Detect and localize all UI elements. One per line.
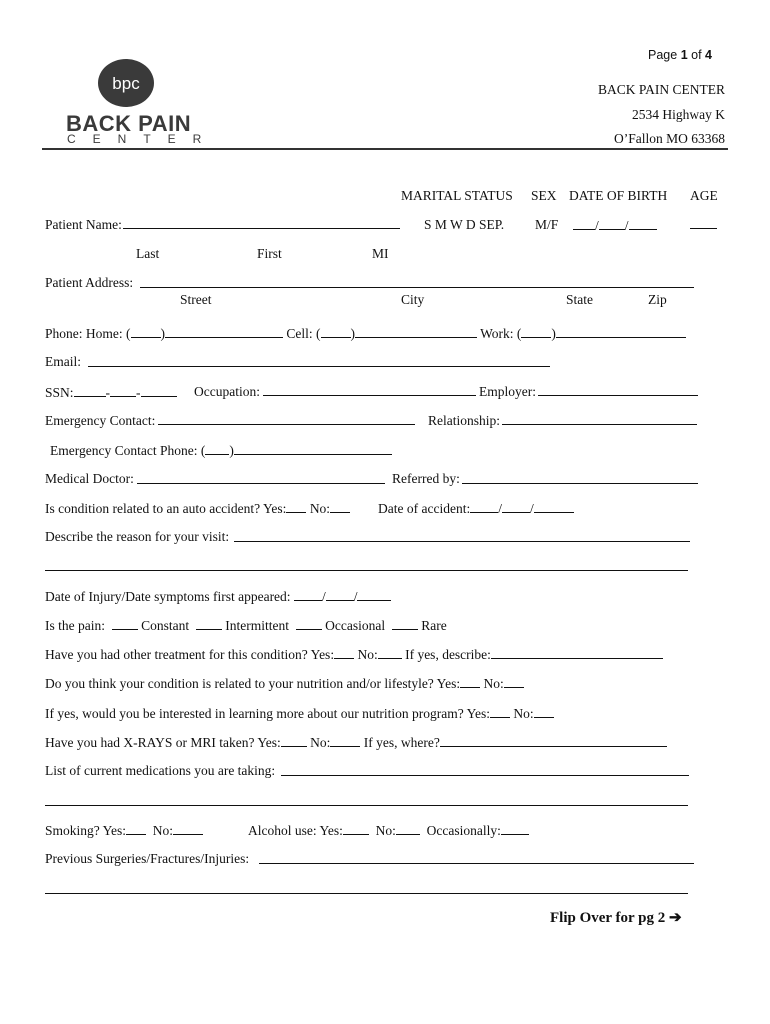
ssn-field-2[interactable] bbox=[110, 385, 136, 397]
program-no-field[interactable] bbox=[534, 706, 554, 718]
surgeries-label: Previous Surgeries/Fractures/Injuries: bbox=[45, 851, 250, 866]
auto-accident-question: Is condition related to an auto accident? Yes: bbox=[45, 501, 287, 516]
email-label: Email: bbox=[45, 354, 81, 369]
age-field[interactable] bbox=[690, 228, 717, 229]
ssn-row: SSN: - - bbox=[45, 385, 177, 400]
smoking-no-field[interactable] bbox=[173, 823, 203, 835]
program-yes-field[interactable] bbox=[490, 706, 510, 718]
relationship-field[interactable] bbox=[502, 424, 697, 425]
emergency-phone-label: Emergency Contact Phone: ( bbox=[50, 443, 206, 458]
xray-yes-field[interactable] bbox=[281, 735, 307, 747]
sub-street: Street bbox=[180, 292, 212, 307]
page-current: 1 bbox=[680, 48, 688, 62]
injury-date-row: Date of Injury/Date symptoms first appeared: / / bbox=[45, 589, 391, 604]
alcohol-yes-field[interactable] bbox=[343, 823, 369, 835]
work-area-field[interactable] bbox=[521, 326, 551, 338]
medications-label: List of current medications you are taking: bbox=[45, 763, 276, 778]
email-field[interactable] bbox=[88, 366, 550, 367]
occupation-field[interactable] bbox=[263, 395, 476, 396]
emergency-field[interactable] bbox=[158, 424, 415, 425]
sub-mi: MI bbox=[372, 246, 389, 261]
header-sex: SEX bbox=[531, 188, 557, 203]
pain-constant-label: Constant bbox=[141, 618, 190, 633]
smoking-label: Smoking? Yes: bbox=[45, 823, 127, 838]
accident-date-row: Date of accident: / / bbox=[378, 501, 574, 516]
clinic-city: O’Fallon MO 63368 bbox=[614, 131, 725, 146]
alcohol-label: Alcohol use: Yes: bbox=[248, 823, 343, 838]
nutrition-row: Do you think your condition is related to your nutrition and/or lifestyle? Yes: No: bbox=[45, 676, 524, 691]
page-number bbox=[648, 49, 712, 62]
pain-intermittent-field[interactable] bbox=[196, 618, 222, 630]
accident-day-field[interactable] bbox=[502, 501, 530, 513]
injury-month-field[interactable] bbox=[294, 589, 322, 601]
pain-constant-field[interactable] bbox=[112, 618, 138, 630]
sub-city: City bbox=[401, 292, 425, 307]
treatment-row: Have you had other treatment for this condition? Yes: No: If yes, describe: bbox=[45, 647, 663, 662]
xray-no-field[interactable] bbox=[330, 735, 360, 747]
nutrition-no-field[interactable] bbox=[504, 676, 524, 688]
injury-day-field[interactable] bbox=[326, 589, 354, 601]
medications-field[interactable] bbox=[281, 775, 689, 776]
address-field[interactable] bbox=[140, 287, 694, 288]
header-marital: MARITAL STATUS bbox=[401, 188, 513, 203]
xray-question: Have you had X-RAYS or MRI taken? Yes: bbox=[45, 735, 281, 750]
phone-row: Phone: Home: ( ) Cell: ( ) Work: ( ) bbox=[45, 326, 686, 341]
page-total: 4 bbox=[705, 48, 712, 62]
auto-no-field[interactable] bbox=[330, 501, 350, 513]
arrow-right-icon: ➔ bbox=[669, 910, 682, 926]
pain-label: Is the pain: bbox=[45, 618, 105, 633]
logo-mark-icon bbox=[96, 57, 156, 113]
program-question: If yes, would you be interested in learning more about our nutrition program? Yes: bbox=[45, 706, 491, 721]
pain-rare-field[interactable] bbox=[392, 618, 418, 630]
surgeries-field[interactable] bbox=[259, 863, 694, 864]
referred-label: Referred by: bbox=[392, 471, 460, 486]
smoking-row: Smoking? Yes: No: bbox=[45, 823, 203, 838]
doctor-label: Medical Doctor: bbox=[45, 471, 134, 486]
treatment-question: Have you had other treatment for this condition? Yes: bbox=[45, 647, 335, 662]
accident-year-field[interactable] bbox=[534, 501, 574, 513]
logo-sub: CENTER bbox=[67, 132, 219, 146]
flip-over-note bbox=[550, 911, 682, 926]
emergency-label: Emergency Contact: bbox=[45, 413, 156, 428]
patient-name-field[interactable] bbox=[123, 228, 400, 229]
page-label: Page bbox=[648, 48, 678, 62]
marital-options[interactable]: S M W D SEP. bbox=[424, 217, 505, 232]
sex-options[interactable]: M/F bbox=[535, 217, 559, 232]
ssn-field-3[interactable] bbox=[141, 385, 177, 397]
injury-date-label: Date of Injury/Date symptoms first appeared: bbox=[45, 589, 291, 604]
pain-rare-label: Rare bbox=[421, 618, 447, 633]
treatment-no-field[interactable] bbox=[378, 647, 402, 659]
sub-zip: Zip bbox=[648, 292, 667, 307]
xray-where-field[interactable] bbox=[440, 735, 667, 747]
work-phone-label: Work: ( bbox=[477, 326, 522, 341]
accident-month-field[interactable] bbox=[470, 501, 498, 513]
employer-label: Employer: bbox=[479, 384, 536, 399]
reason-label: Describe the reason for your visit: bbox=[45, 529, 230, 544]
auto-accident-row: Is condition related to an auto accident? Yes: No: bbox=[45, 501, 350, 516]
sub-first: First bbox=[257, 246, 282, 261]
clinic-street: 2534 Highway K bbox=[632, 107, 725, 122]
reason-field[interactable] bbox=[234, 541, 690, 542]
medications-field-2[interactable] bbox=[45, 805, 688, 806]
home-phone-field[interactable] bbox=[165, 326, 283, 338]
alcohol-no-field[interactable] bbox=[396, 823, 420, 835]
header-rule bbox=[42, 148, 728, 150]
header-age: AGE bbox=[690, 188, 718, 203]
logo-mark-text: bpc bbox=[112, 74, 140, 93]
alcohol-occasionally-field[interactable] bbox=[501, 823, 529, 835]
occupation-label: Occupation: bbox=[194, 384, 260, 399]
nutrition-yes-field[interactable] bbox=[460, 676, 480, 688]
cell-phone-label: Cell: ( bbox=[283, 326, 321, 341]
pain-occasional-field[interactable] bbox=[296, 618, 322, 630]
ssn-field-1[interactable] bbox=[74, 385, 106, 397]
sub-state: State bbox=[566, 292, 593, 307]
emergency-phone-row: Emergency Contact Phone: ( ) bbox=[50, 443, 392, 458]
pain-row bbox=[45, 618, 447, 633]
cell-area-field[interactable] bbox=[321, 326, 351, 338]
xray-row: Have you had X-RAYS or MRI taken? Yes: No: If yes, where? bbox=[45, 735, 667, 750]
smoking-yes-field[interactable] bbox=[126, 823, 146, 835]
relationship-label: Relationship: bbox=[428, 413, 500, 428]
emergency-area-field[interactable] bbox=[205, 443, 229, 455]
program-row: If yes, would you be interested in learning more about our nutrition program? Yes: No: bbox=[45, 706, 554, 721]
auto-yes-field[interactable] bbox=[286, 501, 306, 513]
sub-last: Last bbox=[136, 246, 160, 261]
pain-occasional-label: Occasional bbox=[325, 618, 386, 633]
dob-field[interactable]: / / bbox=[573, 218, 657, 233]
home-area-field[interactable] bbox=[131, 326, 161, 338]
accident-date-label: Date of accident: bbox=[378, 501, 471, 516]
treatment-yes-field[interactable] bbox=[334, 647, 354, 659]
treatment-describe-field[interactable] bbox=[491, 647, 663, 659]
flip-over-text: Flip Over for pg 2 bbox=[550, 910, 670, 926]
reason-field-2[interactable] bbox=[45, 570, 688, 571]
page-of: of bbox=[691, 48, 702, 62]
injury-year-field[interactable] bbox=[357, 589, 391, 601]
surgeries-field-2[interactable] bbox=[45, 893, 688, 894]
home-phone-label: Phone: Home: ( bbox=[45, 326, 131, 341]
emergency-phone-field[interactable] bbox=[234, 443, 392, 455]
patient-name-label: Patient Name: bbox=[45, 217, 122, 232]
pain-intermittent-label: Intermittent bbox=[225, 618, 289, 633]
employer-field[interactable] bbox=[538, 395, 698, 396]
alcohol-row: Alcohol use: Yes: No: Occasionally: bbox=[248, 823, 529, 838]
cell-phone-field[interactable] bbox=[355, 326, 477, 338]
referred-field[interactable] bbox=[462, 483, 698, 484]
header-dob: DATE OF BIRTH bbox=[569, 188, 668, 203]
ssn-label: SSN: bbox=[45, 385, 74, 400]
work-phone-field[interactable] bbox=[556, 326, 686, 338]
logo-name: BACK PAIN bbox=[66, 111, 192, 136]
address-label: Patient Address: bbox=[45, 275, 134, 290]
doctor-field[interactable] bbox=[137, 483, 385, 484]
clinic-name: BACK PAIN CENTER bbox=[597, 82, 725, 97]
nutrition-question: Do you think your condition is related to your nutrition and/or lifestyle? Yes: bbox=[45, 676, 461, 691]
